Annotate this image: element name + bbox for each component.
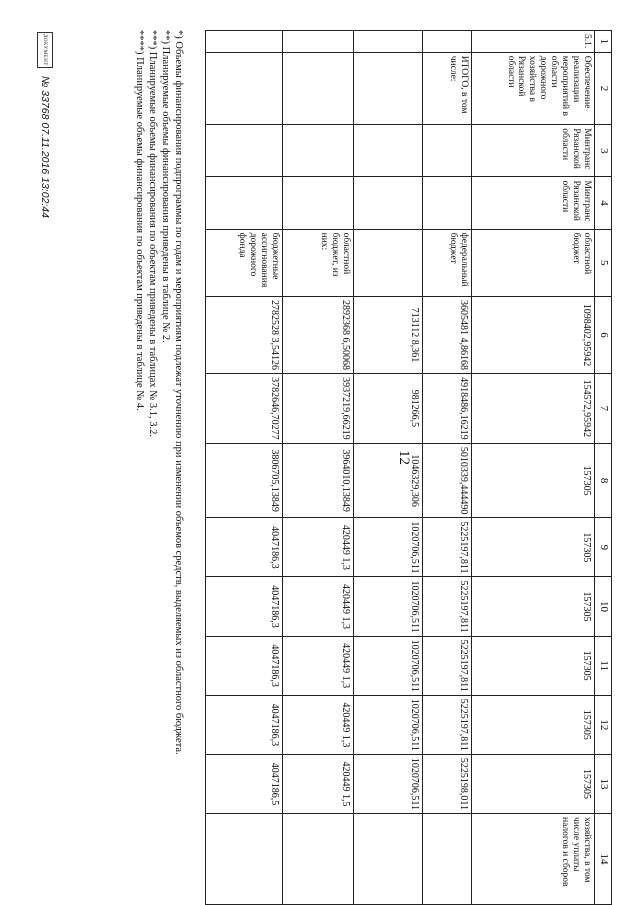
value-year: 420449 1,5 — [283, 754, 354, 813]
empty-cell — [283, 177, 354, 229]
funding-source: бюджетные ассигнования дорожного фонда — [206, 229, 283, 296]
financing-table — [205, 30, 612, 905]
empty-cell — [423, 31, 472, 53]
value-year: 157305 — [472, 577, 595, 636]
value-year: 3937219,66219 — [283, 373, 354, 443]
value-year: 5010339,444490 — [423, 443, 472, 518]
header-cell: 3 — [595, 125, 612, 177]
footnote: ****) Планируемые объемы финансирования по объектам приведены в таблице № 4. — [133, 30, 145, 411]
value-total: 1098402,95942 — [472, 296, 595, 373]
header-row — [595, 31, 612, 905]
empty-cell — [283, 814, 354, 905]
value-year: 1020706,511 — [354, 636, 423, 695]
stamp-logo: ДОКУМЕНТ — [37, 32, 53, 68]
value-total: 2782528 3,54126 — [206, 296, 283, 373]
row-number: 5.1. — [472, 31, 595, 53]
total-label: ИТОГО, в том числе: — [423, 52, 472, 125]
header-cell: 12 — [595, 695, 612, 754]
measure-name: Обеспечение реализации мероприятий в области дорожного хозяйства в Рязанской области — [472, 52, 595, 125]
footnote: *) Объемы финансирования подпрограммы по годам и мероприятиям подлежат уточнению при изменении объемов средств, выделяемых из областного бюджета. — [173, 30, 184, 755]
empty-cell — [423, 177, 472, 229]
value-year: 157305 — [472, 636, 595, 695]
value-year: 1020706,511 — [354, 577, 423, 636]
table-row-total — [423, 31, 472, 905]
value-year: 5225197,811 — [423, 577, 472, 636]
value-year: 157305 — [472, 443, 595, 518]
empty-cell — [423, 814, 472, 905]
funding-source: областной бюджет — [472, 229, 595, 296]
value-year: 1020706,511 — [354, 518, 423, 577]
budget-manager: Минтранс Рязанской области — [472, 177, 595, 229]
value-year: 157305 — [472, 754, 595, 813]
empty-cell — [354, 31, 423, 53]
value-year: 5225197,811 — [423, 695, 472, 754]
empty-cell — [423, 125, 472, 177]
value-year: 4918486,16219 — [423, 373, 472, 443]
document-number: № 33768 07.11.2016 13:02:44 — [39, 76, 51, 218]
empty-cell — [206, 31, 283, 53]
empty-cell — [283, 52, 354, 125]
expected-result: хозяйства, в том числе уплаты налогов и сборов — [472, 814, 595, 905]
empty-cell — [354, 52, 423, 125]
header-cell: 9 — [595, 518, 612, 577]
value-year: 420449 1,3 — [283, 695, 354, 754]
header-cell: 4 — [595, 177, 612, 229]
value-year: 420449 1,3 — [283, 636, 354, 695]
page-number: 12 — [396, 450, 412, 465]
value-total: 713112 8,361 — [354, 296, 423, 373]
value-year: 5225197,811 — [423, 518, 472, 577]
footnote: ***) Планируемые объемы финансирования по объектам приведены в таблицах № 3.1, 3.2. — [146, 30, 158, 438]
header-cell: 7 — [595, 373, 612, 443]
value-total: 2892368 6,50068 — [283, 296, 354, 373]
table-row-5-1 — [472, 31, 595, 905]
header-cell: 5 — [595, 229, 612, 296]
empty-cell — [206, 814, 283, 905]
header-cell: 14 — [595, 814, 612, 905]
header-cell: 1 — [595, 31, 612, 53]
header-cell: 13 — [595, 754, 612, 813]
value-year: 3964010,13849 — [283, 443, 354, 518]
header-cell: 11 — [595, 636, 612, 695]
value-year: 4047186,3 — [206, 577, 283, 636]
value-year: 5225197,811 — [423, 636, 472, 695]
value-total: 3605481 4,86168 — [423, 296, 472, 373]
value-year: 3806705,13849 — [206, 443, 283, 518]
value-year: 981266,5 — [354, 373, 423, 443]
executor: Минтранс Рязанской области — [472, 125, 595, 177]
footnotes — [133, 30, 186, 830]
header-cell: 2 — [595, 52, 612, 125]
value-year: 1020706,511 — [354, 695, 423, 754]
value-year: 4047186,3 — [206, 695, 283, 754]
header-cell: 10 — [595, 577, 612, 636]
value-year: 157305 — [472, 695, 595, 754]
value-year: 1020706,511 — [354, 754, 423, 813]
value-year: 154572,95942 — [472, 373, 595, 443]
funding-source: областной бюджет, из них: — [283, 229, 354, 296]
header-cell: 8 — [595, 443, 612, 518]
funding-source: федеральный бюджет — [423, 229, 472, 296]
empty-cell — [354, 177, 423, 229]
table-row-obl-sub — [283, 31, 354, 905]
value-year: 420449 1,3 — [283, 577, 354, 636]
header-cell: 6 — [595, 296, 612, 373]
table-row-obl — [354, 31, 423, 905]
empty-cell — [206, 52, 283, 125]
empty-cell — [354, 229, 423, 296]
document-stamp — [37, 32, 53, 218]
footnote: **) Планируемые объемы финансирования приведены в таблице № 2. — [159, 30, 171, 343]
value-year: 4047186,5 — [206, 754, 283, 813]
empty-cell — [206, 125, 283, 177]
empty-cell — [283, 125, 354, 177]
value-year: 5225198,011 — [423, 754, 472, 813]
value-year: 4047186,3 — [206, 518, 283, 577]
empty-cell — [206, 177, 283, 229]
empty-cell — [354, 814, 423, 905]
empty-cell — [283, 31, 354, 53]
value-year: 1046329,306 — [354, 443, 423, 518]
value-year: 420449 1,3 — [283, 518, 354, 577]
value-year: 3782646,70277 — [206, 373, 283, 443]
value-year: 157305 — [472, 518, 595, 577]
value-year: 4047186,3 — [206, 636, 283, 695]
table-row-road-fund — [206, 31, 283, 905]
empty-cell — [354, 125, 423, 177]
